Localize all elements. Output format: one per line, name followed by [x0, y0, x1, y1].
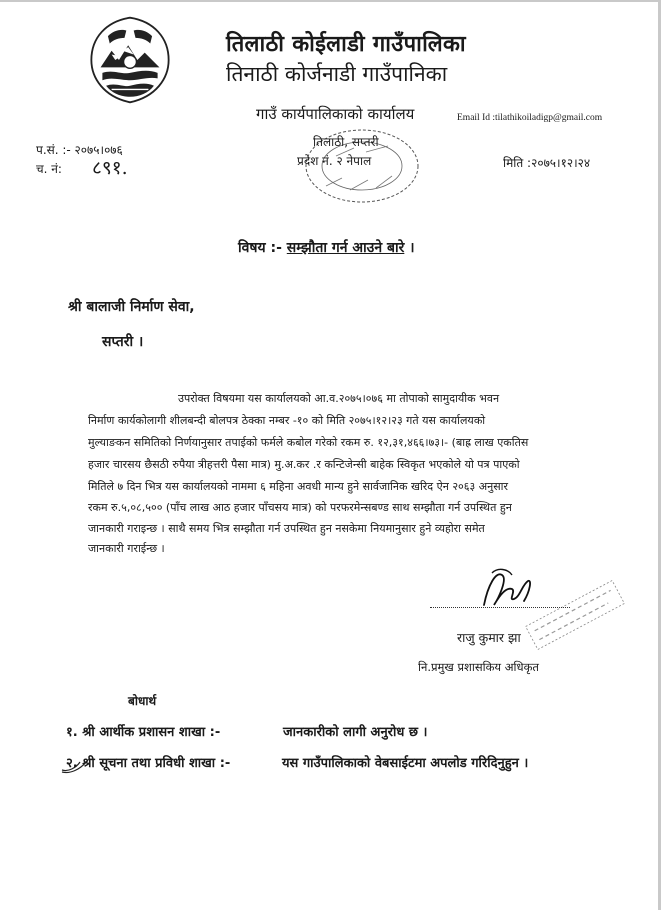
body-line: जानकारी गराइन्छ । साथै समय भित्र सम्झौता गर्न उपस्थित हुन नसकेमा नियमानुसार हुने व्यहोरा समेत [88, 522, 485, 535]
signature-line [430, 607, 570, 608]
copy-recipient-label: १. श्री आर्थीक प्रशासन शाखा :- [66, 725, 221, 740]
municipality-title: तिलाठी कोईलाडी गाउँपालिका [226, 32, 466, 57]
body-line: निर्माण कार्यकोलागी शीलबन्दी बोलपत्र ठेक्का नम्बर -१० को मिति २०७५।१२।२३ गते यस कार्यालयको [88, 414, 486, 427]
signatory-name: राजु कुमार झा [457, 630, 521, 645]
signature-stamp [520, 580, 630, 650]
copy-recipient-note: यस गाउँपालिकाको वेबसाईटमा अपलोड गरिदिनुहुन । [282, 756, 529, 771]
recipient-name: श्री बालाजी निर्माण सेवा, [68, 299, 195, 315]
body-line: मितिले ७ दिन भित्र यस कार्यालयको नाममा ६ महिना अवधी मान्य हुने सार्वजानिक खरिद ऐन २०६३ अनुसार [88, 480, 508, 493]
address-line-2: प्रदेश नं. २ नेपाल [297, 154, 372, 168]
subject-text: सम्झौता गर्न आउने बारे [286, 240, 405, 256]
body-line: जानकारी गराईन्छ । [88, 542, 165, 555]
body-line: मुल्याङकन समितिको निर्णयानुसार तपाईको फर्मले कबोल गरेको रकम रु. १२,३१,४६६।७३।- (बाह्र लाख एकतिस [88, 436, 529, 449]
office-name: गाउँ कार्यपालिकाको कार्यालय [256, 105, 415, 123]
government-emblem-logo [84, 14, 176, 106]
signatory-title: नि.प्रमुख प्रशासकिय अधिकृत [418, 660, 539, 674]
copy-recipient-note: जानकारीको लागी अनुरोध छ । [283, 725, 428, 740]
body-line: हजार चारसय छैसठी रुपैया त्रीहत्तरी पैसा मात्र) मु.अ.कर .र कन्टिजेन्सी बाहेक स्विकृत भएकोले यो पत्र पाएको [88, 458, 520, 471]
subject-line [238, 238, 415, 257]
body-line: उपरोक्त विषयमा यस कार्यालयको आ.व.२०७५।०७६ मा तोपाको सामुदायीक भवन [178, 392, 500, 405]
letter-date: मिति :२०७५।१२।२४ [503, 156, 591, 170]
recipient-place: सप्तरी । [102, 334, 144, 350]
body-line: रकम रु.५,०८,५०० (पाँच लाख आठ हजार पाँचसय मात्र) को परफरमेन्सबण्ड साथ सम्झौता गर्न उपस्थित हुन [88, 501, 512, 514]
address-line-1: तिलाठी, सप्तरी [313, 135, 379, 149]
patra-sankhya: प.सं. :- २०७५।०७६ [36, 143, 123, 157]
scan-edge-top [0, 0, 661, 2]
subject-prefix: विषय :- [238, 240, 282, 256]
copy-recipient-label: २. श्री सूचना तथा प्रविधी शाखा :- [66, 756, 231, 771]
municipality-title-alt: तिनाठी कोर्जनाडी गाउँपानिका [226, 62, 448, 86]
office-email: Email Id :tilathikoiladigp@gmail.com [457, 113, 603, 123]
copy-to-heading: बोधार्थ [128, 694, 157, 708]
chalani-label: च. नं: [36, 162, 62, 176]
chalani-number: ८९१. [92, 157, 128, 179]
subject-suffix: । [409, 240, 415, 256]
